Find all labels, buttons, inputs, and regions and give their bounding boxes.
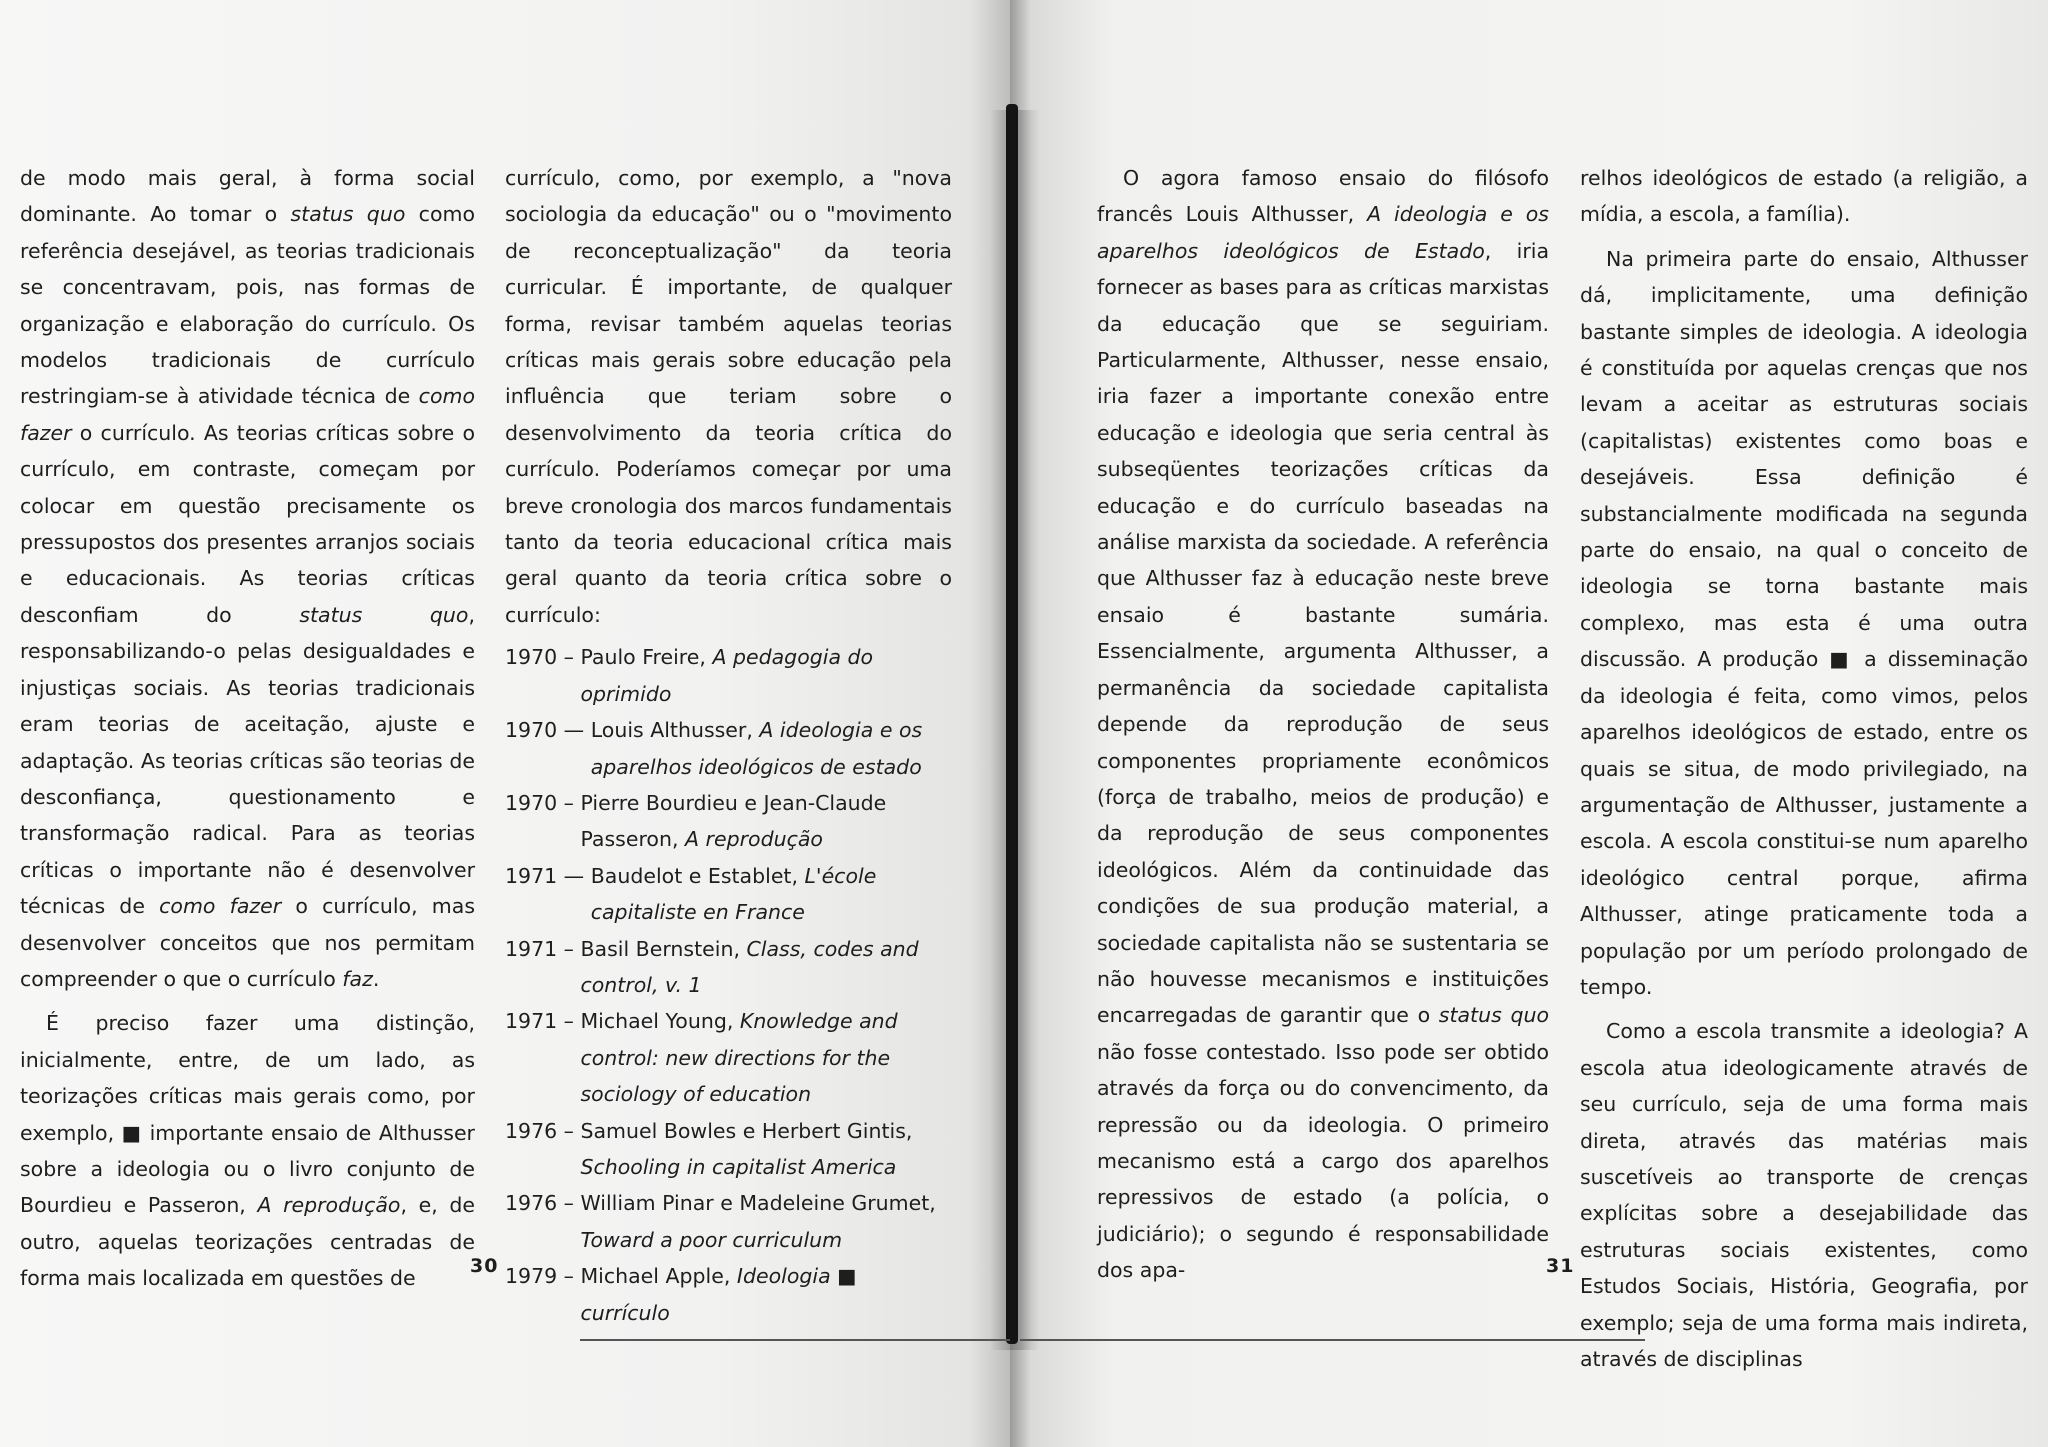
chronology-year: 1970 — xyxy=(505,718,591,743)
chronology-author: Basil Bernstein, xyxy=(580,936,747,961)
chronology-work-title: A reprodução xyxy=(685,827,823,852)
chronology-item xyxy=(505,785,952,858)
chronology-item xyxy=(505,1113,952,1186)
chronology-work-title: Toward a poor curriculum xyxy=(580,1227,843,1252)
left-page-column-2 xyxy=(505,160,952,1331)
right-page xyxy=(1010,0,2048,1447)
page-number: 31 xyxy=(1546,1255,1575,1277)
chronology-year: 1976 – xyxy=(505,1118,581,1143)
chronology-year: 1971 — xyxy=(505,863,591,888)
chronology-work-title: Schooling in capitalist America xyxy=(580,1154,897,1179)
paragraph: currículo, como, por exemplo, a "nova sociologia da educação" ou o "movimento de reconceptualização" da teoria curricular. É importante, de qualquer forma, revisar também aquelas teorias críticas mais gerais sobre educação pela influência que teriam sobre o desenvolvimento da teoria crítica do currículo. Poderíamos começar por uma breve cronologia dos marcos fundamentais tanto da teoria educacional crítica mais geral quanto da teoria crítica sobre o currículo: xyxy=(505,166,952,627)
page-number: 30 xyxy=(470,1255,499,1277)
right-page-column-2 xyxy=(1580,160,2028,1377)
chronology-author: Pierre Bourdieu e Jean-Claude Passeron, xyxy=(580,790,887,852)
bottom-rule xyxy=(1020,1339,1645,1341)
chronology-entry xyxy=(580,639,952,712)
chronology-author: Michael Apple, xyxy=(580,1264,737,1289)
paragraph: É preciso fazer uma distinção, inicialmente, entre, de um lado, as teorizações críticas mais gerais como, por exemplo, ■ importante ensaio de Althusser sobre a ideologia ou o livro conjunto de Bourdieu e Passeron, A reprodução, e, de outro, aquelas teorizações centradas de forma mais localizada em questões de xyxy=(20,1011,475,1291)
left-page-column-1 xyxy=(20,160,475,1297)
chronology-year: 1971 – xyxy=(505,1009,581,1034)
right-page-column-1 xyxy=(1097,160,1549,1289)
chronology-work-title: L'école capitaliste en France xyxy=(590,863,877,925)
chronology-author: Louis Althusser, xyxy=(590,718,760,743)
chronology-year: 1970 – xyxy=(505,645,581,670)
chronology-author: Samuel Bowles e Herbert Gintis, xyxy=(580,1118,913,1143)
chronology-item xyxy=(505,712,952,785)
chronology-entry xyxy=(591,712,952,785)
chronology-entry xyxy=(580,785,952,858)
chronology-work-title: Knowledge and control: new directions for the sociology of education xyxy=(580,1009,898,1107)
chronology-year: 1970 – xyxy=(505,790,581,815)
chronology-author: Paulo Freire, xyxy=(580,645,713,670)
chronology-entry xyxy=(580,1113,952,1186)
chronology-year: 1979 – xyxy=(505,1264,581,1289)
chronology-author: William Pinar e Madeleine Grumet, xyxy=(580,1191,936,1216)
chronology-work-title: Class, codes and control, v. 1 xyxy=(580,936,919,997)
chronology-item xyxy=(505,639,952,712)
paragraph: Como a escola transmite a ideologia? A escola atua ideologicamente através de seu currículo, seja de uma forma mais direta, através das matérias mais suscetíveis ao transporte de crenças explícitas sobre a desejabilidade das estruturas sociais existentes, como Estudos Sociais, História, Geografia, por exemplo; seja de uma forma mais indireta, através de disciplinas xyxy=(1580,1019,2028,1371)
chronology-list xyxy=(505,639,952,1331)
chronology-entry xyxy=(591,858,952,931)
chronology-item xyxy=(505,1003,952,1112)
chronology-item xyxy=(505,931,952,1004)
chronology-item xyxy=(505,858,952,931)
chronology-item xyxy=(505,1258,952,1331)
paragraph: de modo mais geral, à forma social dominante. Ao tomar o status quo como referência desejável, as teorias tradicionais se concentravam, pois, nas formas de organização e elaboração do currículo. Os modelos tradicionais de currículo restringiam-se à atividade técnica de como fazer o currículo. As teorias críticas sobre o currículo, em contraste, começam por colocar em questão precisamente os pressupostos dos presentes arranjos sociais e educacionais. As teorias críticas desconfiam do status quo, responsabilizando-o pelas desigualdades e injustiças sociais. As teorias tradicionais eram teorias de aceitação, ajuste e adaptação. As teorias críticas são teorias de desconfiança, questionamento e transformação radical. Para as teorias críticas o importante não é desenvolver técnicas de como fazer o currículo, mas desenvolver conceitos que nos permitam compreender o que o currículo faz. xyxy=(20,166,476,991)
chronology-entry xyxy=(580,1185,952,1258)
chronology-author: Michael Young, xyxy=(580,1009,740,1034)
chronology-work-title: Ideologia ■ currículo xyxy=(580,1264,857,1325)
book-spine xyxy=(1006,104,1018,1344)
chronology-year: 1971 – xyxy=(505,936,581,961)
chronology-entry xyxy=(580,1258,952,1331)
chronology-year: 1976 – xyxy=(505,1191,581,1216)
chronology-author: Baudelot e Establet, xyxy=(590,863,805,888)
bottom-rule xyxy=(580,1339,1010,1341)
paragraph: relhos ideológicos de estado (a religião, a mídia, a escola, a família). xyxy=(1580,166,2028,227)
paragraph: Na primeira parte do ensaio, Althusser dá, implicitamente, uma definição bastante simples de ideologia. A ideologia é constituída por aquelas crenças que nos levam a aceitar as estruturas sociais (capitalistas) existentes como boas e desejáveis. Essa definição é substancialmente modificada na segunda parte do ensaio, na qual o conceito de ideologia se torna bastante mais complexo, mas esta é uma outra discussão. A produção ■ a disseminação da ideologia é feita, como vimos, pelos aparelhos ideológicos de estado, entre os quais se situa, de modo privilegiado, na argumentação de Althusser, justamente a escola. A escola constitui-se num aparelho ideológico central porque, afirma Althusser, atinge praticamente toda a população por um período prolongado de tempo. xyxy=(1580,246,2028,999)
chronology-work-title: A ideologia e os aparelhos ideológicos de estado xyxy=(590,718,923,779)
chronology-entry xyxy=(580,931,952,1004)
chronology-item xyxy=(505,1185,952,1258)
left-page xyxy=(0,0,1010,1447)
chronology-work-title: A pedagogia do oprimido xyxy=(580,645,874,706)
chronology-entry xyxy=(580,1003,952,1112)
paragraph: O agora famoso ensaio do filósofo francês Louis Althusser, A ideologia e os aparelhos ideológicos de Estado, iria fornecer as bases para as críticas marxistas da educação que se seguiriam. Particularmente, Althusser, nesse ensaio, iria fazer a importante conexão entre educação e ideologia que seria central às subseqüentes teorizações críticas da educação e do currículo baseadas na análise marxista da sociedade. A referência que Althusser faz à educação neste breve ensaio é bastante sumária. Essencialmente, argumenta Althusser, a permanência da sociedade capitalista depende da reprodução de seus componentes propriamente econômicos (força de trabalho, meios de produção) e da reprodução de seus componentes ideológicos. Além da continuidade das condições de sua produção material, a sociedade capitalista não se sustentaria se não houvesse mecanismos e instituições encarregadas de garantir que o status quo não fosse contestado. Isso pode ser obtido através da força ou do convencimento, da repressão ou da ideologia. O primeiro mecanismo está a cargo dos aparelhos repressivos de estado (a polícia, o judiciário); o segundo é responsabilidade dos apa- xyxy=(1097,166,1550,1283)
